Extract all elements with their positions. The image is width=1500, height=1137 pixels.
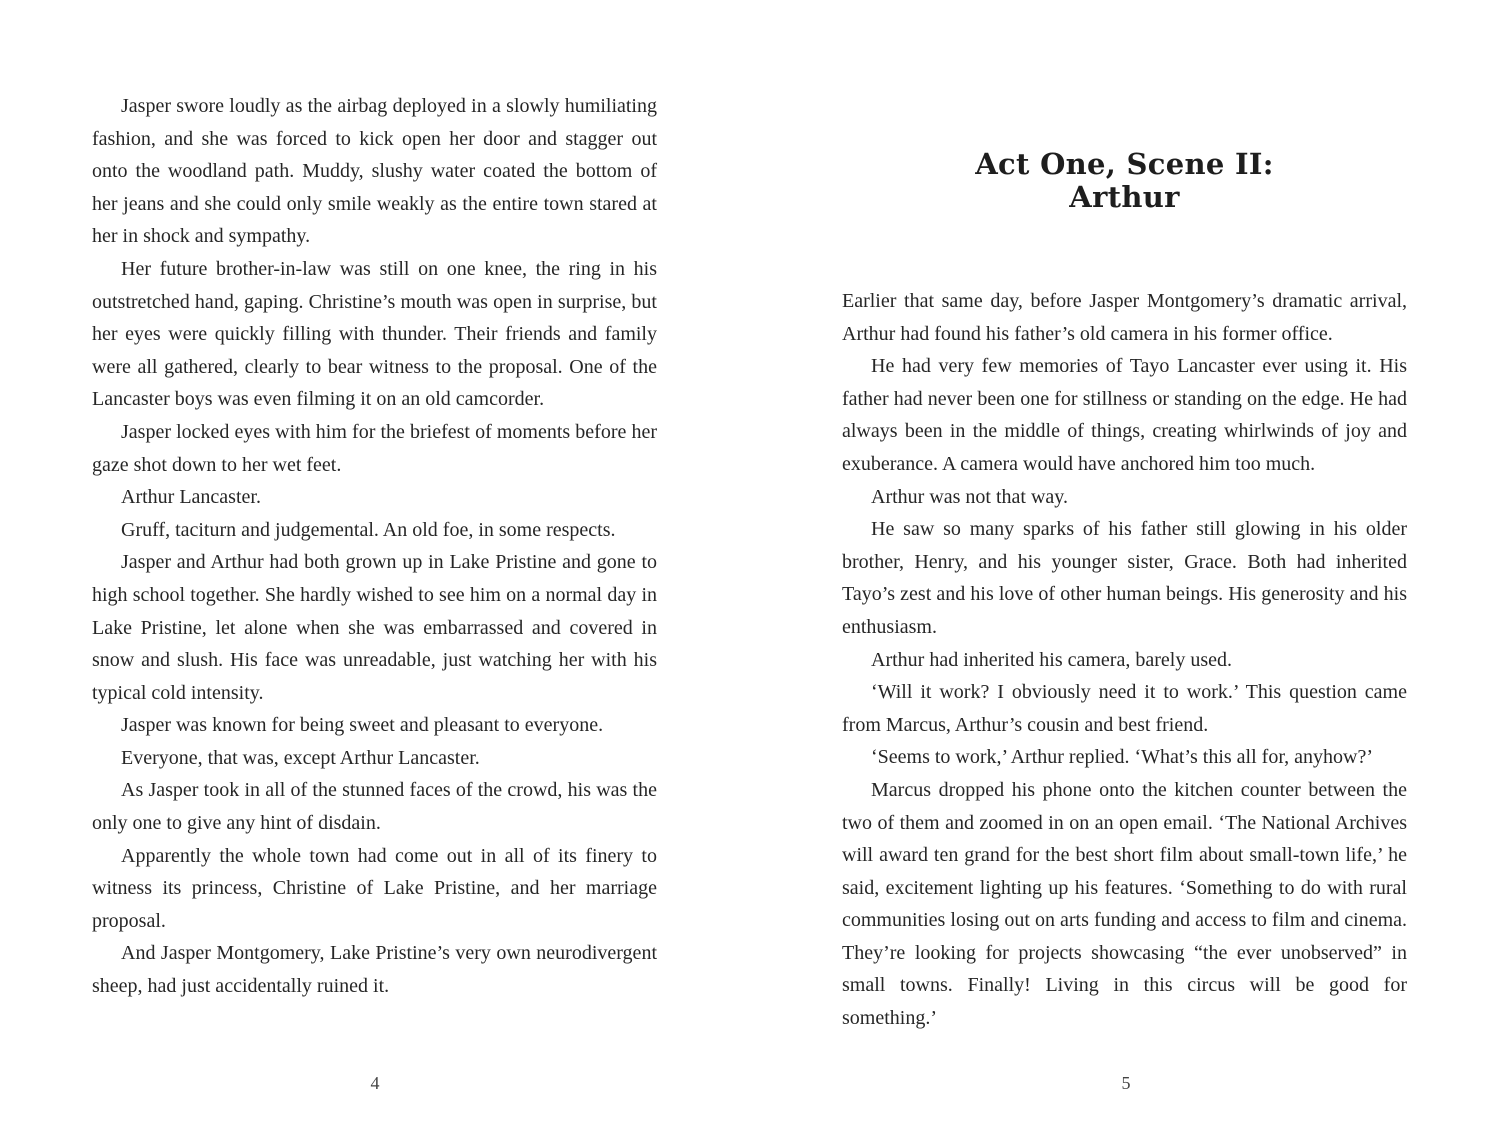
paragraph: He had very few memories of Tayo Lancaster ever using it. His father had never been one for stillness or standing on the edge. He had always been in the middle of things, creating whirlwinds of joy and exuberance. A camera would have anchored him too much. — [842, 355, 1407, 475]
page-number-right: 5 — [1121, 1073, 1131, 1093]
page-number-left: 4 — [370, 1073, 380, 1093]
chapter-title — [842, 148, 1407, 214]
paragraph: Arthur was not that way. — [871, 485, 1068, 508]
right-page — [750, 0, 1500, 1137]
paragraph: Jasper locked eyes with him for the briefest of moments before her gaze shot down to her wet feet. — [92, 420, 657, 476]
paragraph: Apparently the whole town had come out in all of its finery to witness its princess, Christine of Lake Pristine, and her marriage proposal. — [92, 844, 657, 932]
paragraph: And Jasper Montgomery, Lake Pristine’s very own neurodivergent sheep, had just accidentally ruined it. — [92, 942, 657, 998]
paragraph: Arthur had inherited his camera, barely used. — [871, 648, 1232, 671]
paragraph: Everyone, that was, except Arthur Lancaster. — [121, 746, 480, 769]
paragraph: Arthur Lancaster. — [121, 486, 261, 509]
paragraph: Her future brother-in-law was still on one knee, the ring in his outstretched hand, gaping. Christine’s mouth was open in surprise, but her eyes were quickly filling with thunder. Their friends and family were all gathered, clearly to bear witness to the proposal. One of the Lancaster boys was even filming it on an old camcorder. — [92, 257, 657, 411]
left-page-body — [92, 90, 657, 1003]
paragraph: Jasper was known for being sweet and pleasant to everyone. — [121, 714, 604, 737]
paragraph: Jasper and Arthur had both grown up in Lake Pristine and gone to high school together. She hardly wished to see him on a normal day in Lake Pristine, let alone when she was embarrassed and covered in snow and slush. His face was unreadable, just watching her with his typical cold intensity. — [92, 551, 657, 704]
chapter-title-line-1: Act One, Scene II: — [975, 147, 1274, 181]
right-page-body — [842, 285, 1407, 1035]
paragraph: Earlier that same day, before Jasper Montgomery’s dramatic arrival, Arthur had found his father’s old camera in his former office. — [842, 290, 1407, 345]
paragraph: Marcus dropped his phone onto the kitchen counter between the two of them and zoomed in on an open email. ‘The National Archives will award ten grand for the best short film about small-town life,’ he said, excitement lighting up his features. ‘Something to do with rural communities losing out on arts funding and access to film and cinema. They’re looking for projects showcasing “the ever unobserved” in small towns. Finally! Living in this circus will be good for something.’ — [842, 778, 1407, 1030]
paragraph: Jasper swore loudly as the airbag deployed in a slowly humiliating fashion, and she was forced to kick open her door and stagger out onto the woodland path. Muddy, slushy water coated the bottom of her jeans and she could only smile weakly as the entire town stared at her in shock and sympathy. — [92, 95, 657, 248]
paragraph: Gruff, taciturn and judgemental. An old foe, in some respects. — [121, 518, 616, 541]
paragraph: ‘Seems to work,’ Arthur replied. ‘What’s this all for, anyhow?’ — [871, 746, 1374, 769]
paragraph: As Jasper took in all of the stunned faces of the crowd, his was the only one to give any hint of disdain. — [92, 779, 657, 835]
paragraph: ‘Will it work? I obviously need it to work.’ This question came from Marcus, Arthur’s cousin and best friend. — [842, 681, 1407, 736]
paragraph: He saw so many sparks of his father still glowing in his older brother, Henry, and his younger sister, Grace. Both had inherited Tayo’s zest and his love of other human beings. His generosity and his enthusiasm. — [842, 518, 1407, 638]
chapter-title-line-2: Arthur — [1069, 180, 1180, 214]
